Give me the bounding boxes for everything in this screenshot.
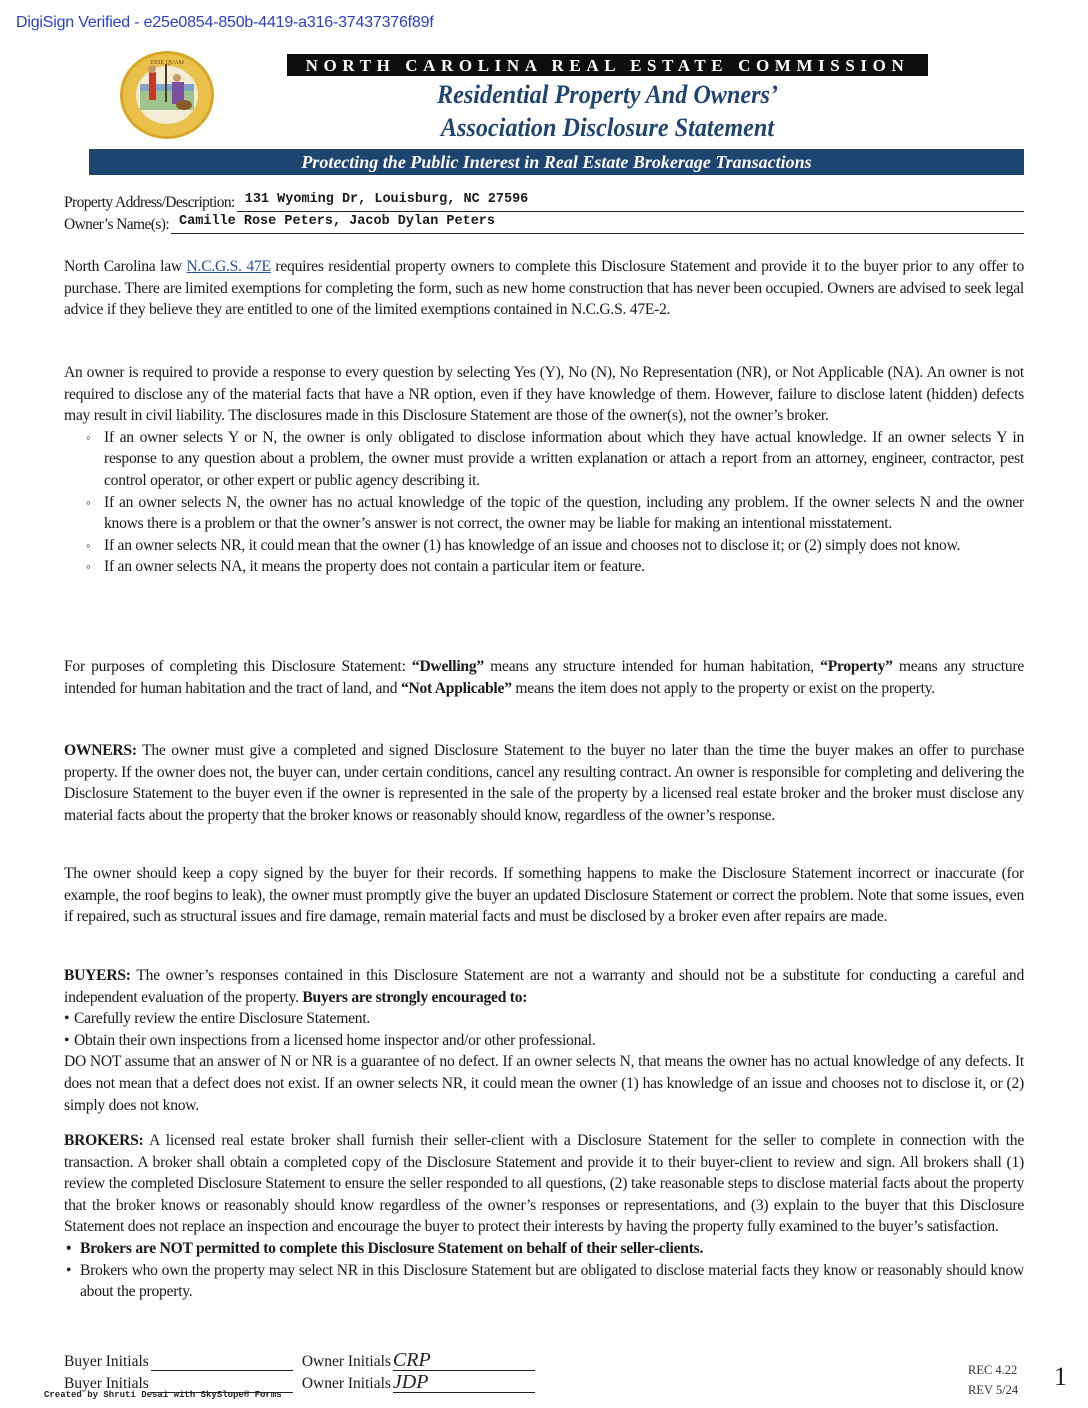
digisign-verification: DigiSign Verified - e25e0854-850b-4419-a316-37437376f89f bbox=[16, 14, 434, 31]
brokers-section bbox=[64, 1130, 1024, 1303]
list-item-text: If an owner selects NA, it means the property does not contain a particular item or feature. bbox=[104, 558, 645, 576]
owner-initials-label: Owner Initials bbox=[301, 1375, 391, 1392]
responses-list bbox=[64, 427, 1024, 578]
ncgs-47e-link[interactable]: N.C.G.S. 47E bbox=[186, 258, 271, 275]
buyer-initials-label: Buyer Initials bbox=[64, 1375, 149, 1392]
owner-copy-paragraph bbox=[64, 863, 1024, 928]
definitions-paragraph bbox=[64, 656, 1024, 699]
list-item-text: If an owner selects NR, it could mean that the owner (1) has knowledge of an issue and chooses not to disclose it; or (2) simply does not know. bbox=[104, 536, 961, 554]
bullet-icon: • bbox=[64, 1031, 70, 1049]
intro-paragraph bbox=[64, 256, 1024, 321]
definitions-text: means any structure intended for human habitation, bbox=[483, 658, 821, 675]
term-not-applicable: “Not Applicable” bbox=[400, 679, 512, 697]
list-item bbox=[64, 492, 1024, 535]
buyer-initials-label: Buyer Initials bbox=[64, 1353, 149, 1370]
list-item bbox=[64, 1008, 1024, 1030]
buyers-list bbox=[64, 1008, 1024, 1051]
form-rec-number: REC 4.22 bbox=[968, 1363, 1018, 1377]
owner-names-row bbox=[64, 214, 1024, 234]
buyers-heading: BUYERS: bbox=[64, 967, 131, 984]
svg-text:ESSE QUAM: ESSE QUAM bbox=[150, 60, 184, 66]
intro-text-continued: requires residential property owners to complete this Disclosure Statement and provide it to the buyer prior to any offer to purchase. There are limited exemptions for completing the form, such as new home construction that has never been occupied. Owners are advised to seek legal advice if they believe they are entitled to one of the limited exemptions contained in N.C.G.S. 47E-2. bbox=[64, 258, 1024, 319]
buyers-section bbox=[64, 965, 1024, 1116]
intro-text: North Carolina law bbox=[64, 258, 187, 275]
circle-bullet-icon: ◦ bbox=[86, 494, 91, 510]
property-address-label: Property Address/Description: bbox=[64, 194, 235, 211]
list-item-text: Carefully review the entire Disclosure Statement. bbox=[74, 1010, 371, 1028]
commission-banner: NORTH CAROLINA REAL ESTATE COMMISSION bbox=[287, 54, 928, 76]
list-item bbox=[64, 556, 1024, 578]
page-number: 1 bbox=[1054, 1362, 1067, 1391]
buyers-paragraph: The owner’s responses contained in this Disclosure Statement are not a warranty and should not be a substitute for conducting a careful and independent evaluation of the property. bbox=[64, 967, 1024, 1006]
list-item-text: Obtain their own inspections from a licensed home inspector and/or other professional. bbox=[74, 1031, 596, 1049]
list-item bbox=[64, 1260, 1024, 1303]
owners-section bbox=[64, 740, 1024, 826]
owner-names-label: Owner’s Name(s): bbox=[64, 216, 170, 233]
definitions-text: means the item does not apply to the property or exist on the property. bbox=[511, 679, 935, 697]
form-title-line-1: Residential Property And Owners’ bbox=[436, 80, 778, 109]
term-dwelling: “Dwelling” bbox=[411, 658, 484, 675]
circle-bullet-icon: ◦ bbox=[86, 429, 91, 445]
property-address-row bbox=[64, 192, 1024, 212]
list-item-text: If an owner selects Y or N, the owner is only obligated to disclose information about which they have actual knowledge. If an owner selects Y in response to any question about a problem, the owner must provide a written explanation or attach a report from an attorney, engineer, contractor, pest control operator, or other expert or public agency describing it. bbox=[104, 428, 1024, 489]
brokers-heading: BROKERS: bbox=[64, 1132, 144, 1149]
owners-heading: OWNERS: bbox=[64, 742, 137, 759]
bullet-icon: • bbox=[66, 1261, 72, 1279]
tagline-banner: Protecting the Public Interest in Real Estate Brokerage Transactions bbox=[89, 149, 1024, 175]
circle-bullet-icon: ◦ bbox=[86, 559, 91, 575]
responses-paragraph: An owner is required to provide a response to every question by selecting Yes (Y), No (N), No Representation (NR), or Not Applicable (NA). An owner is not required to disclose any of the material facts that have a NR option, even if they have knowledge of them. However, failure to disclose latent (hidden) defects may result in civil liability. The disclosures made in this Disclosure Statement are those of the owner(s), not the owner’s broker. bbox=[64, 364, 1024, 425]
form-title-line-2: Association Disclosure Statement bbox=[440, 113, 775, 142]
created-by-note: Created by Shruti Desai with SkySlope® Forms bbox=[44, 1390, 282, 1400]
owner-initials-field-2[interactable]: JDP bbox=[393, 1372, 535, 1393]
list-item bbox=[64, 427, 1024, 492]
initials-row-1 bbox=[64, 1351, 535, 1371]
list-item bbox=[64, 1030, 1024, 1052]
owner-names-field[interactable]: Camille Rose Peters, Jacob Dylan Peters bbox=[171, 215, 1024, 234]
bullet-icon: • bbox=[66, 1239, 72, 1257]
list-item-text: Brokers are NOT permitted to complete this Disclosure Statement on behalf of their seller-clients. bbox=[80, 1239, 704, 1257]
buyers-encouraged: Buyers are strongly encouraged to: bbox=[302, 988, 528, 1006]
responses-section bbox=[64, 362, 1024, 578]
definitions-text: For purposes of completing this Disclosure Statement: bbox=[64, 658, 412, 675]
buyers-warning: DO NOT assume that an answer of N or NR is a guarantee of no defect. If an owner selects N, that means the owner has no actual knowledge of any defects. It does not mean that a defect does not exist. If an owner selects NR, it could mean the owner (1) has knowledge of an issue and chooses not to disclose it, or (2) simply does not know. bbox=[64, 1053, 1024, 1114]
brokers-list bbox=[64, 1238, 1024, 1303]
list-item-text: If an owner selects N, the owner has no actual knowledge of the topic of the question, including any problem. If the owner selects N and the owner knows there is a problem or that the owner’s answer is not correct, the owner may be liable for making an intentional misstatement. bbox=[104, 493, 1024, 533]
term-property: “Property” bbox=[820, 658, 893, 675]
definitions-text: means any structure intended for human habitation and the tract of land, and bbox=[64, 658, 1025, 697]
circle-bullet-icon: ◦ bbox=[86, 537, 91, 553]
nc-seal-icon bbox=[118, 50, 216, 140]
form-revision: REV 5/24 bbox=[968, 1383, 1019, 1397]
list-item-text: Brokers who own the property may select NR in this Disclosure Statement but are obligated to disclose material facts they know or reasonably should know about the property. bbox=[80, 1261, 1024, 1301]
brokers-paragraph: A licensed real estate broker shall furnish their seller-client with a Disclosure Statement for the seller to complete in connection with the transaction. A broker shall obtain a completed copy of the Disclosure Statement and provide it to their buyer-client to review and sign. All brokers shall (1) review the completed Disclosure Statement to ensure the seller responded to all questions, (2) take reasonable steps to disclose material facts about the property that the broker knows or reasonably should know regardless of the owner’s responses or representations, and (3) explain to the buyer that this Disclosure Statement does not replace an inspection and encourage the buyer to protect their interests by having the property fully examined to the buyer’s satisfaction. bbox=[64, 1132, 1024, 1236]
buyer-initials-field-1[interactable] bbox=[151, 1354, 293, 1371]
list-item bbox=[64, 1238, 1024, 1260]
list-item bbox=[64, 535, 1024, 557]
owner-initials-label: Owner Initials bbox=[301, 1353, 391, 1370]
owner-initials-field-1[interactable]: CRP bbox=[393, 1350, 535, 1371]
bullet-icon: • bbox=[64, 1010, 70, 1028]
owners-paragraph: The owner must give a completed and signed Disclosure Statement to the buyer no later than the time the buyer makes an offer to purchase property. If the owner does not, the buyer can, under certain conditions, cancel any resulting contract. An owner is responsible for completing and delivering the Disclosure Statement to the buyer even if the owner is represented in the sale of the property by a licensed real estate broker and the broker must disclose any material facts about the property that the broker knows or reasonably should know, regardless of the owner’s response. bbox=[64, 742, 1024, 824]
property-address-field[interactable]: 131 Wyoming Dr, Louisburg, NC 27596 bbox=[237, 193, 1024, 212]
owner-copy-text: The owner should keep a copy signed by the buyer for their records. If something happens to make the Disclosure Statement incorrect or inaccurate (for example, the roof begins to leak), the owner must promptly give the buyer an updated Disclosure Statement or correct the problem. Note that some issues, even if repaired, such as structural issues and fire damage, remain material facts and must be disclosed by a broker even after repairs are made. bbox=[64, 865, 1024, 926]
